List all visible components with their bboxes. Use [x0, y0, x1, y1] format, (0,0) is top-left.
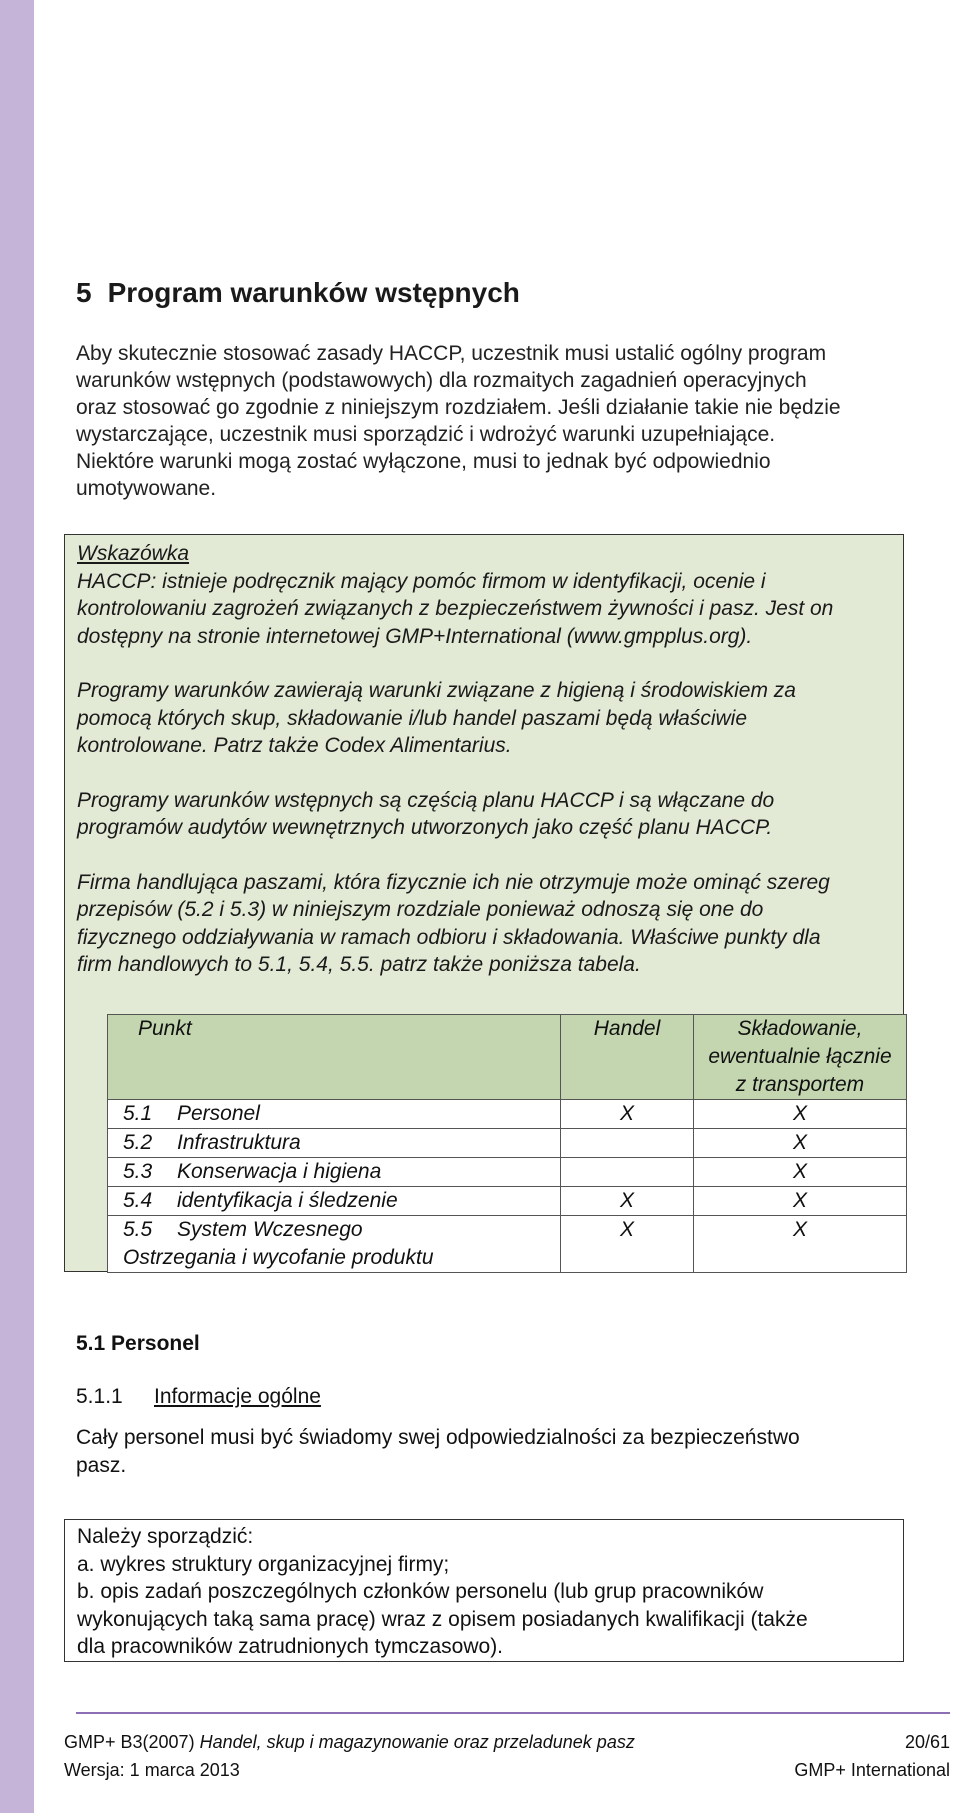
footer-version: Wersja: 1 marca 2013: [64, 1760, 240, 1780]
intro-line: warunków wstępnych (podstawowych) dla rozmaitych zagadnień operacyjnych: [76, 369, 807, 392]
hint-line: przepisów (5.2 i 5.3) w niniejszym rozdziale ponieważ odnoszą się one do: [77, 898, 764, 921]
hint-line: Programy warunków wstępnych są częścią planu HACCP i są włączane do: [77, 788, 775, 812]
row-label: [108, 1187, 561, 1216]
header-line: ewentualnie łącznie: [708, 1045, 892, 1068]
row-title: System Wczesnego: [177, 1218, 363, 1241]
hint-line: firm handlowych to 5.1, 5.4, 5.5. patrz także poniższa tabela.: [77, 953, 641, 976]
hint-title: Wskazówka: [77, 542, 190, 565]
paragraph-line: Cały personel musi być świadomy swej odpowiedzialności za bezpieczeństwo: [76, 1426, 800, 1449]
row-number: 5.4: [123, 1189, 153, 1212]
row-handel: [561, 1129, 694, 1158]
table-row: [108, 1100, 907, 1129]
subsection-heading: 5.1 Personel: [76, 1332, 200, 1355]
row-skladowanie: X: [694, 1100, 907, 1129]
table-row: [108, 1216, 907, 1273]
row-number: 5.1: [123, 1102, 153, 1125]
row-handel: [561, 1158, 694, 1187]
row-label: [108, 1129, 561, 1158]
row-handel: X: [561, 1100, 694, 1129]
row-skladowanie: X: [694, 1187, 907, 1216]
row-number: 5.3: [123, 1160, 153, 1183]
table-row: [108, 1129, 907, 1158]
left-margin-bar: [0, 0, 34, 1813]
hint-paragraph-4: [77, 869, 892, 979]
header-line: Składowanie,: [737, 1017, 863, 1040]
footer-doc-code: GMP+ B3(2007): [64, 1732, 195, 1752]
intro-line: Aby skutecznie stosować zasady HACCP, uczestnik musi ustalić ogólny program: [76, 342, 827, 365]
intro-line: oraz stosować go zgodnie z niniejszym rozdziałem. Jeśli działanie takie nie będzie: [76, 396, 841, 419]
row-skladowanie: X: [694, 1158, 907, 1187]
header-punkt-label: Punkt: [138, 1017, 192, 1040]
hint-line: kontrolowane. Patrz także Codex Alimentarius.: [77, 734, 512, 757]
requirements-line: wykonujących taką sama pracę) wraz z opisem posiadanych kwalifikacji (także: [77, 1607, 808, 1631]
footer-page-number: 20/61: [904, 1732, 950, 1752]
row-number: 5.5: [123, 1218, 153, 1241]
hint-line: kontrolowaniu zagrożeń związanych z bezpieczeństwem żywności i pasz. Jest on: [77, 597, 834, 620]
row-label: [108, 1158, 561, 1187]
personnel-paragraph: [76, 1424, 936, 1480]
hint-paragraph-3: [77, 787, 892, 842]
header-handel: Handel: [561, 1015, 694, 1100]
header-skladowanie: [694, 1015, 907, 1100]
hint-paragraph-2: [77, 677, 892, 760]
footer-rule: [76, 1712, 950, 1714]
sub-subsection-title: Informacje ogólne: [154, 1385, 321, 1408]
header-line: z transportem: [735, 1073, 865, 1096]
table-header-row: [108, 1015, 907, 1100]
table-row: [108, 1187, 907, 1216]
hint-text: [77, 540, 892, 1006]
applicability-table: [107, 1014, 907, 1273]
requirements-box: [64, 1519, 904, 1662]
row-handel: X: [561, 1187, 694, 1216]
header-punkt: [108, 1015, 561, 1100]
requirements-line: a. wykres struktury organizacyjnej firmy;: [77, 1552, 450, 1576]
hint-line: Programy warunków zawierają warunki związane z higieną i środowiskiem za: [77, 679, 796, 702]
hint-line: HACCP: istnieje podręcznik mający pomóc firmom w identyfikacji, ocenie i: [77, 569, 766, 593]
sub-subsection-number: 5.1.1: [76, 1385, 123, 1408]
hint-line: pomocą których skup, składowanie i/lub handel paszami będą właściwie: [77, 706, 748, 730]
hint-line: programów audytów wewnętrznych utworzonych jako część planu HACCP.: [77, 816, 773, 839]
hint-paragraph-1: [77, 568, 892, 651]
intro-line: Niektóre warunki mogą zostać wyłączone, musi to jednak być odpowiednio: [76, 450, 771, 473]
intro-line: wystarczające, uczestnik musi sporządzić i wdrożyć warunki uzupełniające.: [76, 423, 776, 446]
row-label: [108, 1216, 561, 1273]
row-skladowanie: X: [694, 1129, 907, 1158]
row-label: [108, 1100, 561, 1129]
hint-line: Firma handlująca paszami, która fizycznie ich nie otrzymuje może ominąć szereg: [77, 870, 830, 894]
hint-line: dostępny na stronie internetowej GMP+International (www.gmpplus.org).: [77, 624, 753, 648]
paragraph-line: pasz.: [76, 1454, 127, 1477]
footer-document: [64, 1732, 635, 1753]
sub-subsection-heading: [76, 1385, 321, 1409]
intro-paragraph: [76, 340, 936, 502]
requirements-line: Należy sporządzić:: [77, 1525, 254, 1548]
hint-box: [64, 534, 904, 1272]
section-number: 5: [76, 277, 92, 308]
hint-line: fizycznego oddziaływania w ramach odbioru i składowania. Właściwe punkty dla: [77, 925, 821, 949]
row-skladowanie: X: [694, 1216, 907, 1273]
footer-organization: GMP+ International: [794, 1760, 950, 1780]
row-number: 5.2: [123, 1131, 153, 1154]
row-title: Konserwacja i higiena: [177, 1160, 382, 1183]
requirements-line: b. opis zadań poszczególnych członków personelu (lub grup pracowników: [77, 1580, 764, 1603]
requirements-text: [77, 1523, 892, 1661]
row-title-continued: Ostrzegania i wycofanie produktu: [123, 1246, 434, 1269]
section-title: Program warunków wstępnych: [107, 277, 520, 308]
table-row: [108, 1158, 907, 1187]
row-handel: X: [561, 1216, 694, 1273]
intro-line: umotywowane.: [76, 477, 217, 500]
footer-doc-title: Handel, skup i magazynowanie oraz przeladunek pasz: [199, 1732, 635, 1752]
requirements-line: dla pracowników zatrudnionych tymczasowo).: [77, 1635, 504, 1658]
row-title: identyfikacja i śledzenie: [177, 1189, 398, 1212]
row-title: Personel: [177, 1102, 260, 1125]
row-title: Infrastruktura: [177, 1131, 301, 1154]
section-heading: [76, 277, 520, 309]
